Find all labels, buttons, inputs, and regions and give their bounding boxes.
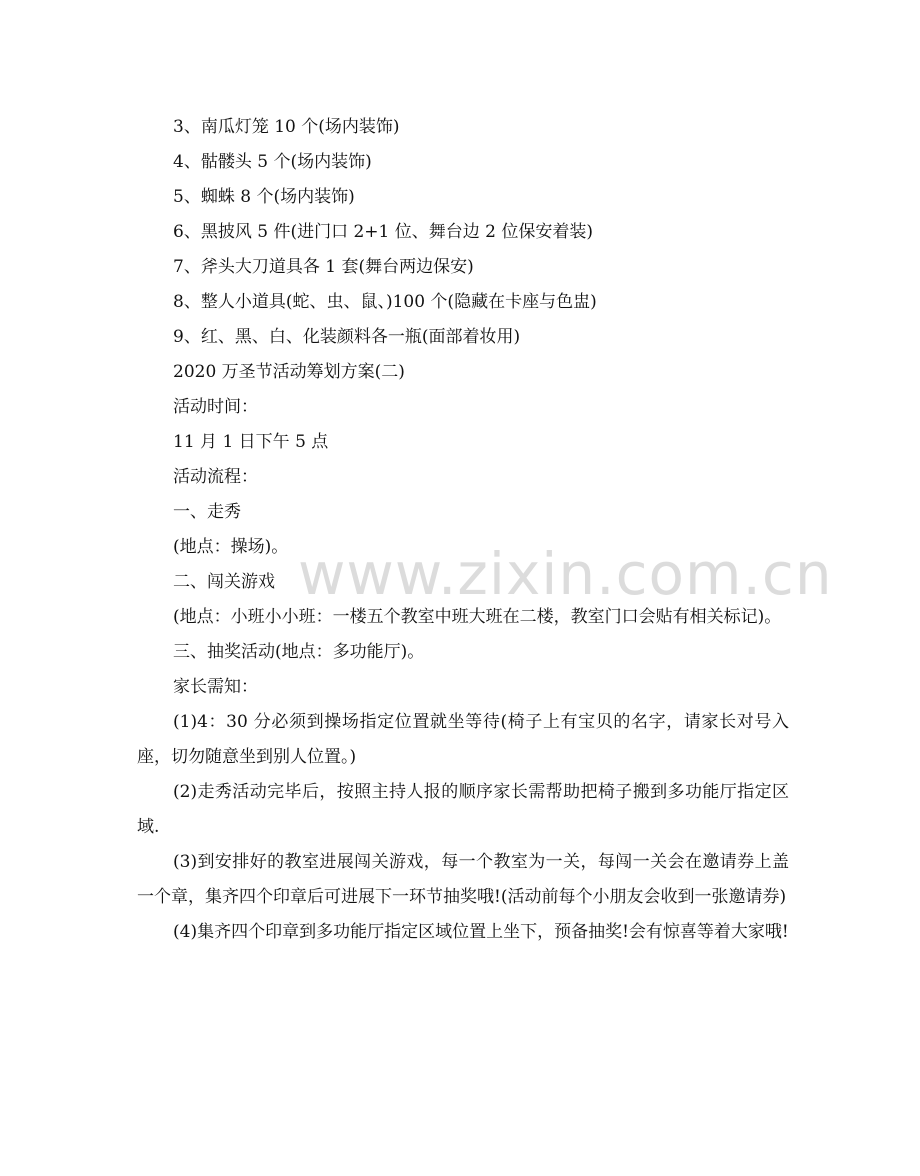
list-item: 3、南瓜灯笼 10 个(场内装饰) xyxy=(173,117,400,137)
step-1-location: (地点：操场)。 xyxy=(173,537,289,557)
list-item: 5、蜘蛛 8 个(场内装饰) xyxy=(173,187,355,207)
step-2-title: 二、闯关游戏 xyxy=(173,572,275,592)
notice-paragraph: (3)到安排好的教室进展闯关游戏，每一个教室为一关，每闯一关会在邀请券上盖一个章，集齐四个印章后可进展下一环节抽奖哦!(活动前每个小朋友会收到一张邀请券) xyxy=(137,852,789,907)
list-item: 6、黑披风 5 件(进门口 2+1 位、舞台边 2 位保安着装) xyxy=(173,222,594,242)
list-item: 7、斧头大刀道具各 1 套(舞台两边保安) xyxy=(173,257,474,277)
time-value: 11 月 1 日下午 5 点 xyxy=(173,432,329,452)
document-body xyxy=(137,110,789,950)
list-item: 9、红、黑、白、化装颜料各一瓶(面部着妆用) xyxy=(173,327,521,347)
step-2-location: (地点：小班小小班：一楼五个教室中班大班在二楼，教室门口会贴有相关标记)。 xyxy=(173,607,782,627)
step-3-title: 三、抽奖活动(地点：多功能厅)。 xyxy=(173,642,425,662)
notice-paragraph: (4)集齐四个印章到多功能厅指定区域位置上坐下，预备抽奖!会有惊喜等着大家哦! xyxy=(173,922,789,942)
list-item: 8、整人小道具(蛇、虫、鼠、)100 个(隐藏在卡座与色盅) xyxy=(173,292,597,312)
time-label: 活动时间： xyxy=(173,397,258,417)
notice-label: 家长需知： xyxy=(173,677,258,697)
list-item: 4、骷髅头 5 个(场内装饰) xyxy=(173,152,372,172)
section-title: 2020 万圣节活动筹划方案(二) xyxy=(173,362,405,382)
watermark: www.zixin.com.cn xyxy=(298,540,833,608)
notice-paragraph: (2)走秀活动完毕后，按照主持人报的顺序家长需帮助把椅子搬到多功能厅指定区域. xyxy=(137,782,789,837)
notice-paragraph: (1)4：30 分必须到操场指定位置就坐等待(椅子上有宝贝的名字，请家长对号入座，切勿随意坐到别人位置。) xyxy=(137,712,789,767)
step-1-title: 一、走秀 xyxy=(173,502,241,522)
flow-label: 活动流程： xyxy=(173,467,258,487)
